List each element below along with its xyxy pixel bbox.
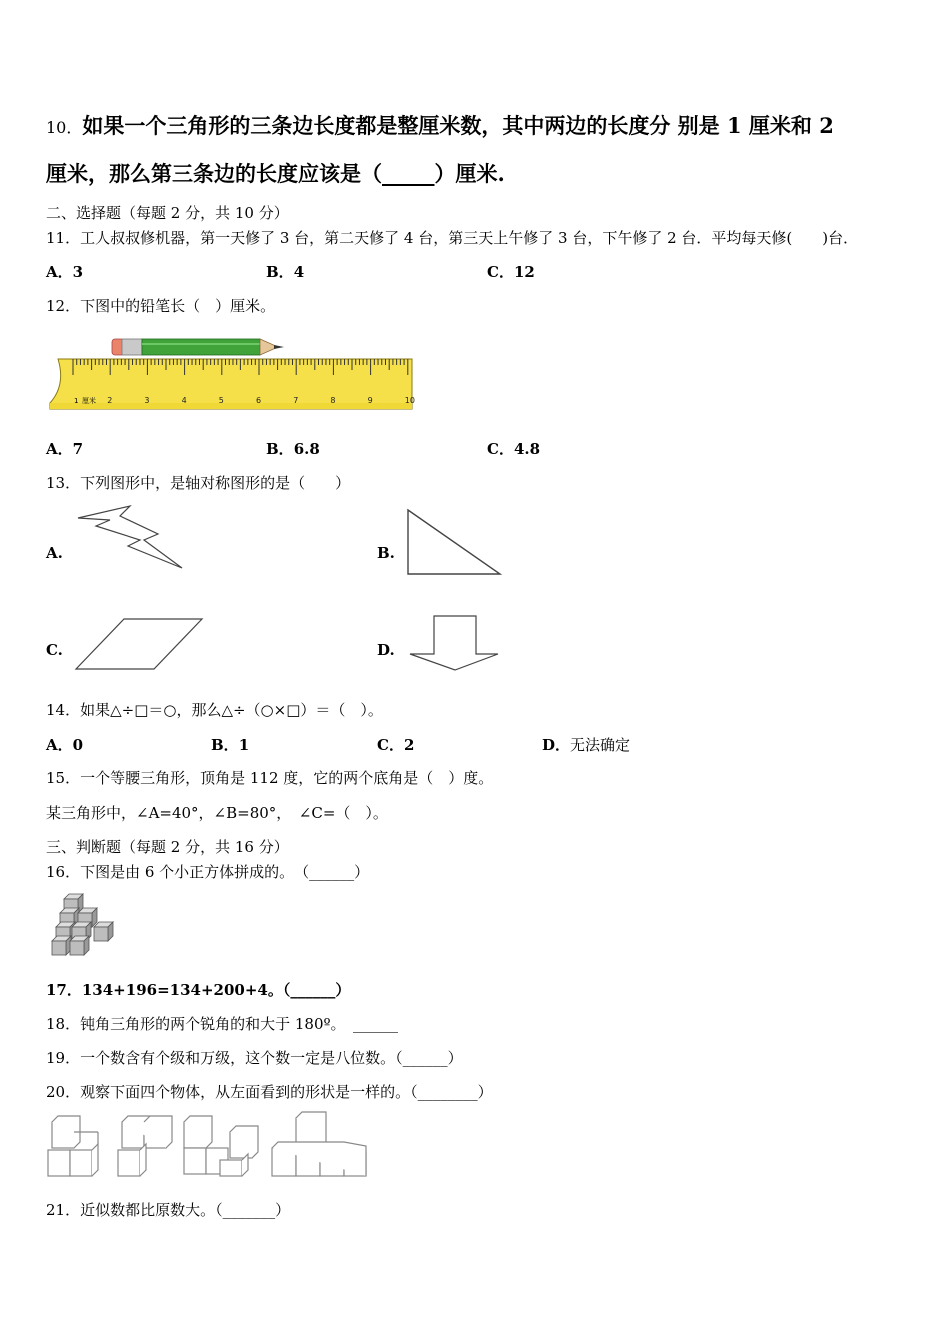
section3-heading: 三、判断题（每题 2 分，共 16 分） <box>46 838 289 856</box>
ruler-start-label: 1 <box>74 397 79 405</box>
ruler-number-label: 2 <box>107 396 113 405</box>
four-cube-objects-figure <box>44 1110 374 1182</box>
q16-statement: 16．下图是由 6 个小正方体拼成的。 （______） <box>46 863 370 881</box>
ruler-number-label: 10 <box>404 396 415 405</box>
q18-statement: 18．钝角三角形的两个锐角的和大于 180º。 ______ <box>46 1015 399 1033</box>
q11-option-b[interactable]: B．4 <box>266 263 305 281</box>
q13-option-d-label[interactable]: D. <box>377 641 395 659</box>
q11-question: 11．工人叔叔修机器，第一天修了 3 台，第二天修了 4 台，第三天上午修了 3 台，下午修了 2 台．平均每天修( )台． <box>46 229 859 247</box>
parallelogram-shape[interactable] <box>72 615 206 673</box>
ruler-number-label: 6 <box>256 396 262 405</box>
object-4 <box>272 1112 366 1176</box>
q12-option-a[interactable]: A．7 <box>46 440 84 458</box>
lightning-shape[interactable] <box>74 504 186 572</box>
ruler-number-label: 5 <box>218 396 224 405</box>
cube-stack-figure <box>50 892 120 958</box>
q13-question: 13．下列图形中，是轴对称图形的是（ ） <box>46 474 351 492</box>
q13-option-c-label[interactable]: C. <box>46 641 63 659</box>
q14-option-a[interactable]: A．0 <box>46 736 84 754</box>
q14-question: 14．如果△÷□＝○，那么△÷（○×□）＝（ ）。 <box>46 701 383 719</box>
section2-heading: 二、选择题（每题 2 分，共 10 分） <box>46 204 289 222</box>
q14-option-d[interactable]: D．无法确定 <box>542 736 631 754</box>
q13-option-a-label[interactable]: A. <box>46 544 63 562</box>
q12-option-b[interactable]: B．6.8 <box>266 440 320 458</box>
q17-statement: 17．134+196=134+200+4。（______） <box>46 981 351 999</box>
pencil-ruler-figure <box>46 333 418 413</box>
q10-number: 10． <box>46 118 83 137</box>
ruler-number-label: 8 <box>330 396 336 405</box>
q10-text-line2: 厘米，那么第三条边的长度应该是（_____）厘米. <box>46 161 505 186</box>
ruler-number-label: 7 <box>293 396 299 405</box>
ruler-number-label: 3 <box>144 396 150 405</box>
q11-option-c[interactable]: C．12 <box>487 263 535 281</box>
pencil-body <box>142 339 260 355</box>
q20-statement: 20．观察下面四个物体，从左面看到的形状是一样的。（________） <box>46 1083 493 1101</box>
q14-option-b[interactable]: B．1 <box>211 736 250 754</box>
q19-statement: 19．一个数含有个级和万级，这个数一定是八位数。（______） <box>46 1049 463 1067</box>
q13-option-b-label[interactable]: B. <box>377 544 395 562</box>
object-3 <box>184 1116 258 1176</box>
q15-question: 15．一个等腰三角形，顶角是 112 度，它的两个底角是（ ）度。 <box>46 769 494 787</box>
q15-subquestion: 某三角形中，∠A=40°，∠B=80°， ∠C=（ ）。 <box>46 804 388 822</box>
ruler-unit-label: 厘米 <box>82 397 96 405</box>
ruler-number-label: 4 <box>181 396 187 405</box>
q10-line1 <box>46 110 834 140</box>
down-arrow-shape[interactable] <box>404 612 504 674</box>
q10-text-line1: 如果一个三角形的三条边长度都是整厘米数，其中两边的长度分 别是 1 厘米和 2 <box>82 113 834 138</box>
ruler-number-label: 9 <box>367 396 373 405</box>
q11-option-a[interactable]: A．3 <box>46 263 84 281</box>
q12-option-c[interactable]: C．4.8 <box>487 440 541 458</box>
object-2 <box>118 1116 172 1176</box>
q14-option-c[interactable]: C．2 <box>377 736 415 754</box>
object-1 <box>48 1116 98 1176</box>
q21-statement: 21．近似数都比原数大。（_______） <box>46 1201 291 1219</box>
right-triangle-shape[interactable] <box>404 506 504 578</box>
q12-question: 12．下图中的铅笔长（ ）厘米。 <box>46 297 276 315</box>
pencil-ferrule <box>122 339 142 355</box>
